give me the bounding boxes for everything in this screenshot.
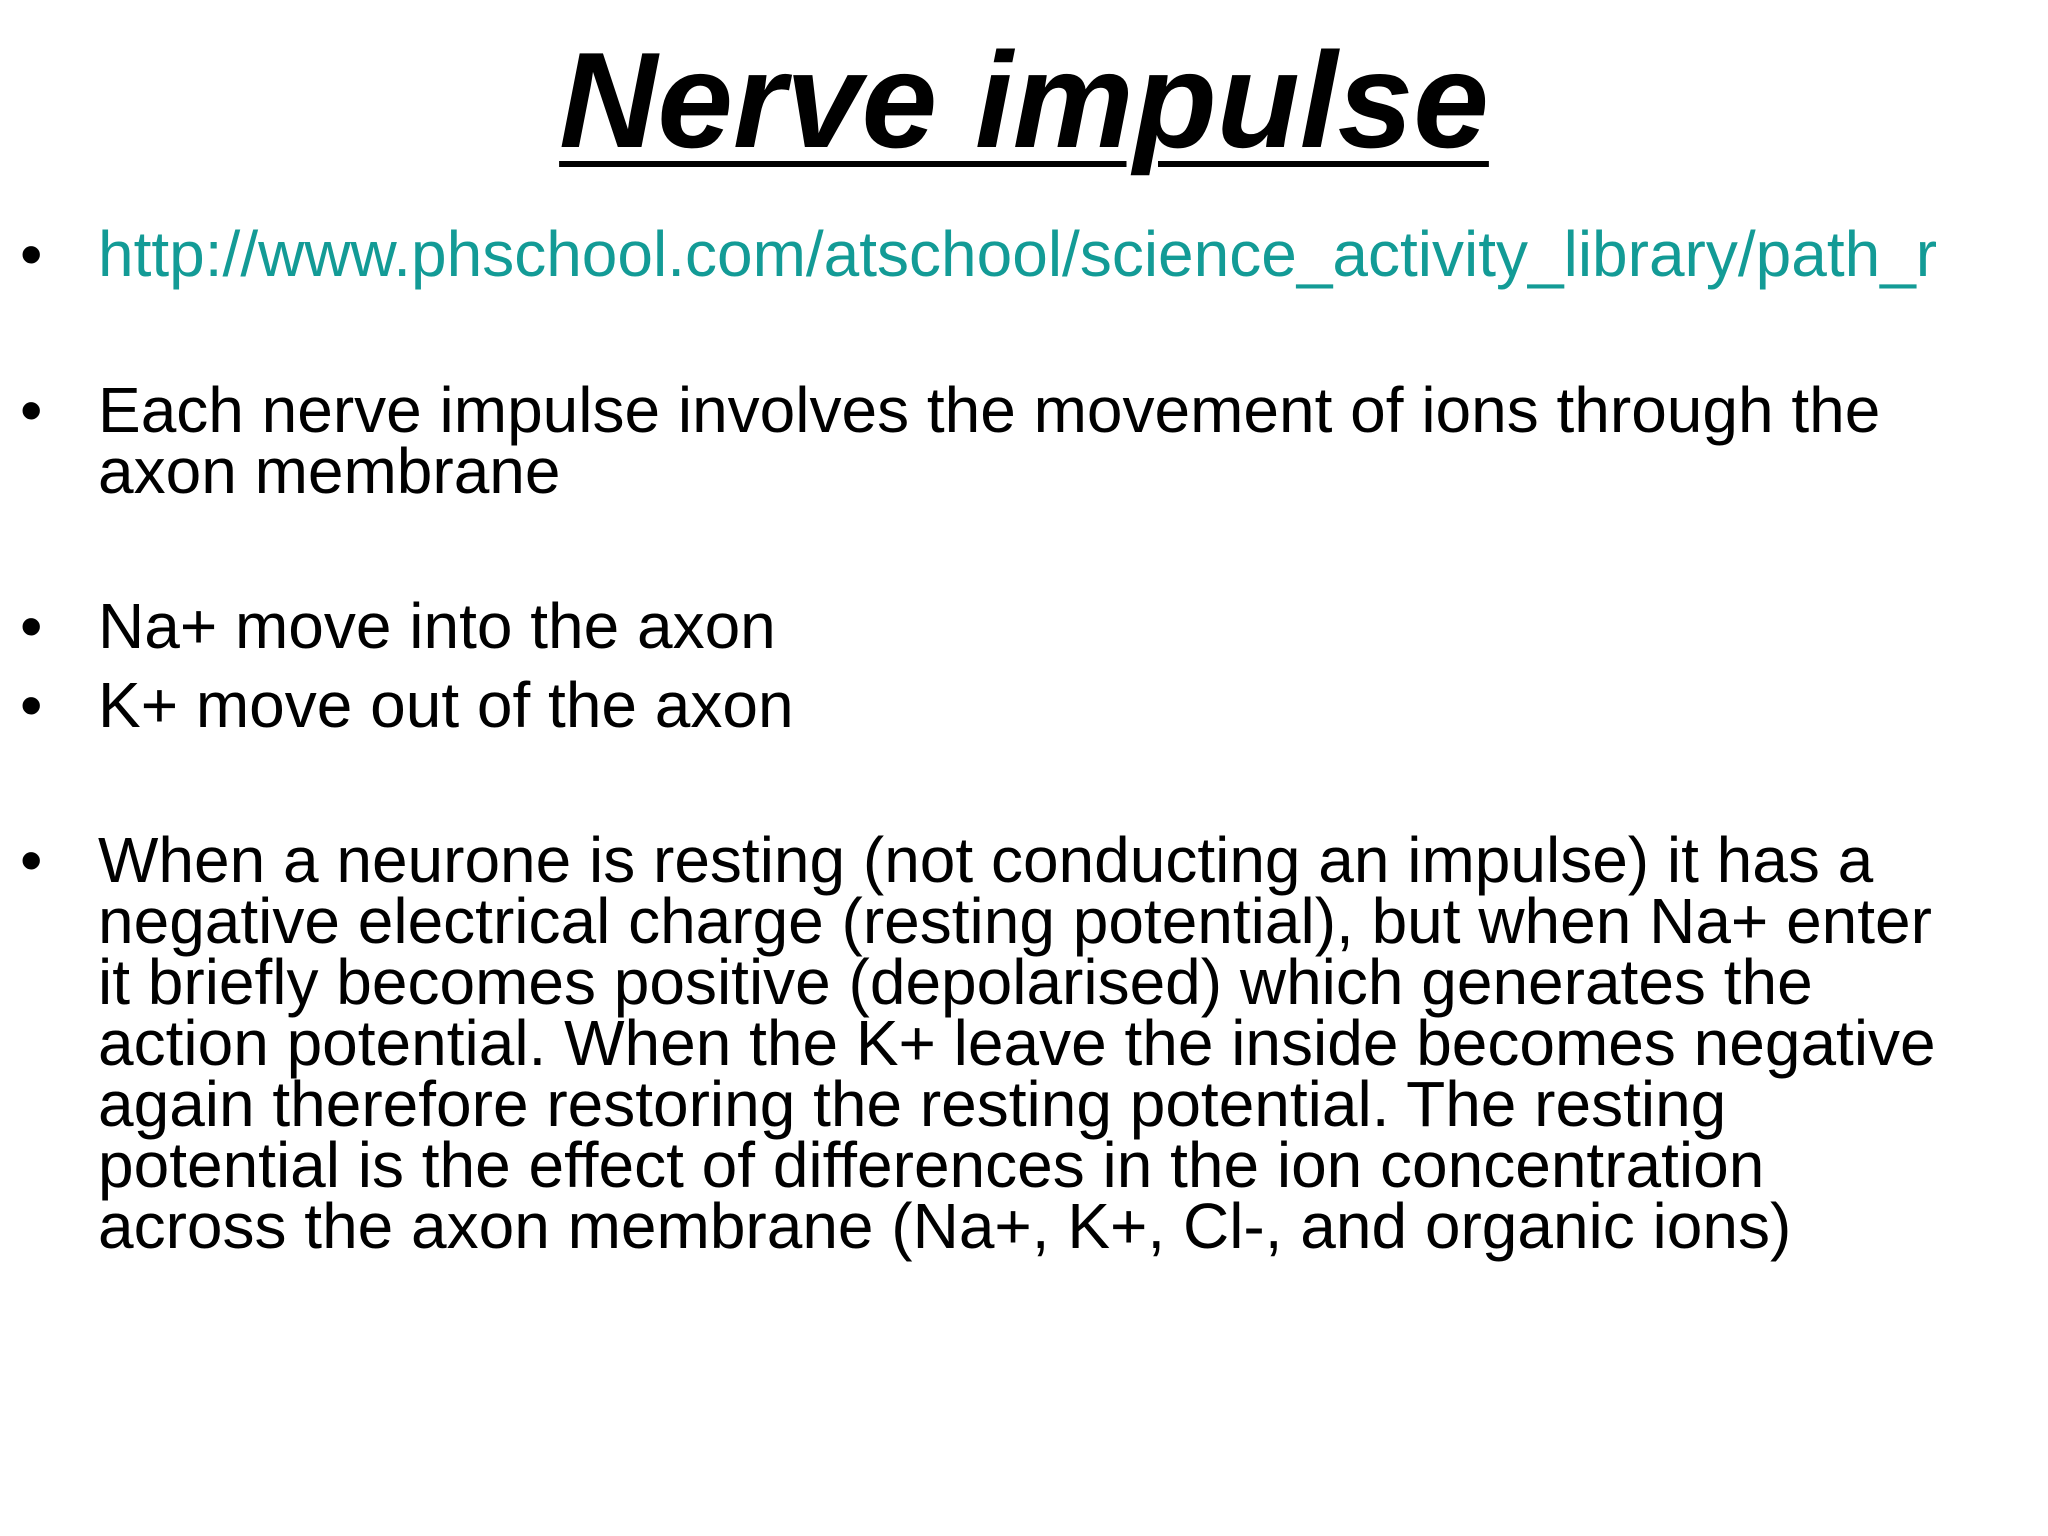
bullet-line: K+ move out of the axon bbox=[98, 675, 794, 741]
bullet-line: Each nerve impulse involves the movement of ions through the bbox=[98, 380, 1881, 446]
slide-title-text: Nerve impulse bbox=[559, 24, 1489, 176]
bullet-line: Na+ move into the axon bbox=[98, 596, 776, 662]
bullet-resting-potential bbox=[0, 830, 2048, 1270]
bullet-line: When a neurone is resting (not conducting an impulse) it has a bbox=[98, 830, 1874, 896]
bullet-k-out bbox=[0, 675, 2048, 745]
bullet-marker: • bbox=[20, 380, 43, 446]
bullet-na-in bbox=[0, 596, 2048, 666]
bullet-marker: • bbox=[20, 675, 43, 741]
bullet-line: potential is the effect of differences in the ion concentration bbox=[98, 1129, 1765, 1201]
phschool-link[interactable]: http://www.phschool.com/atschool/science_activity_library/path_r bbox=[98, 224, 1938, 290]
slide-title bbox=[0, 22, 2048, 178]
bullet-marker: • bbox=[20, 596, 43, 662]
bullet-line: across the axon membrane (Na+, K+, Cl-, and organic ions) bbox=[98, 1190, 1792, 1262]
bullet-line: action potential. When the K+ leave the inside becomes negative bbox=[98, 1007, 1936, 1079]
bullet-marker: • bbox=[20, 830, 43, 896]
bullet-marker: • bbox=[20, 224, 43, 290]
bullet-line: it briefly becomes positive (depolarised) which generates the bbox=[98, 946, 1813, 1018]
bullet-line: axon membrane bbox=[98, 435, 561, 507]
bullet-ion-movement bbox=[0, 380, 2048, 510]
bullet-link bbox=[0, 224, 2048, 294]
bullet-line: negative electrical charge (resting potential), but when Na+ enter bbox=[98, 885, 1932, 957]
bullet-line: again therefore restoring the resting potential. The resting bbox=[98, 1068, 1727, 1140]
